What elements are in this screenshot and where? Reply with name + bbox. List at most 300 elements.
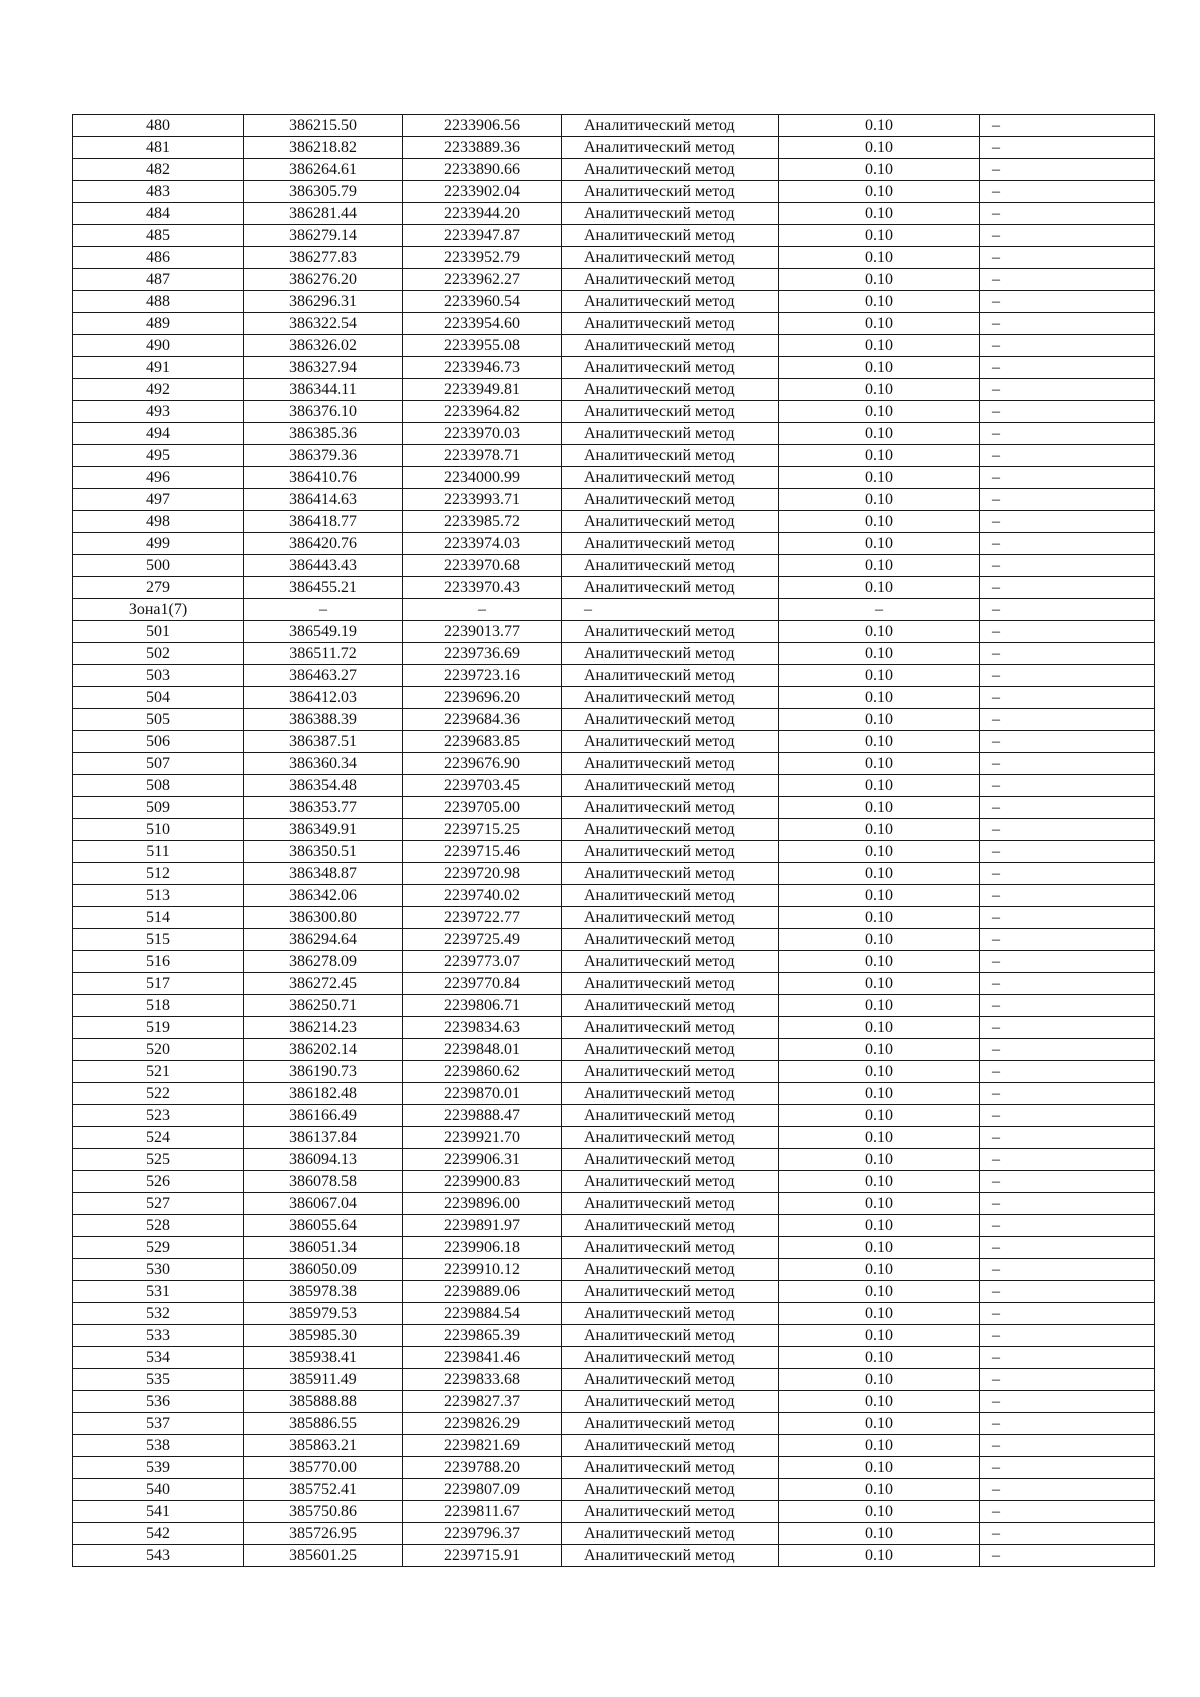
note-cell: –: [980, 1325, 1155, 1347]
accuracy-cell: 0.10: [779, 115, 980, 137]
note-cell: –: [980, 665, 1155, 687]
table-row: [73, 511, 1155, 533]
method-cell: Аналитический метод: [562, 1325, 779, 1347]
accuracy-cell: 0.10: [779, 225, 980, 247]
point-number-cell: 508: [73, 775, 244, 797]
y-coordinate-cell: 2239811.67: [403, 1501, 562, 1523]
method-cell: Аналитический метод: [562, 643, 779, 665]
y-coordinate-cell: 2239725.49: [403, 929, 562, 951]
point-number-cell: 536: [73, 1391, 244, 1413]
point-number-cell: 540: [73, 1479, 244, 1501]
y-coordinate-cell: 2239833.68: [403, 1369, 562, 1391]
table-row: [73, 599, 1155, 621]
table-row: [73, 555, 1155, 577]
method-cell: Аналитический метод: [562, 357, 779, 379]
y-coordinate-cell: 2233890.66: [403, 159, 562, 181]
accuracy-cell: 0.10: [779, 401, 980, 423]
accuracy-cell: 0.10: [779, 1215, 980, 1237]
note-cell: –: [980, 533, 1155, 555]
point-number-cell: 498: [73, 511, 244, 533]
y-coordinate-cell: 2233902.04: [403, 181, 562, 203]
y-coordinate-cell: 2239900.83: [403, 1171, 562, 1193]
accuracy-cell: 0.10: [779, 995, 980, 1017]
accuracy-cell: 0.10: [779, 1259, 980, 1281]
y-coordinate-cell: 2239773.07: [403, 951, 562, 973]
point-number-cell: 505: [73, 709, 244, 731]
method-cell: Аналитический метод: [562, 445, 779, 467]
table-row: [73, 313, 1155, 335]
y-coordinate-cell: 2233949.81: [403, 379, 562, 401]
x-coordinate-cell: 386300.80: [244, 907, 403, 929]
x-coordinate-cell: 386215.50: [244, 115, 403, 137]
table-row: [73, 731, 1155, 753]
y-coordinate-cell: 2239896.00: [403, 1193, 562, 1215]
method-cell: Аналитический метод: [562, 533, 779, 555]
method-cell: Аналитический метод: [562, 401, 779, 423]
table-row: [73, 445, 1155, 467]
point-number-cell: 515: [73, 929, 244, 951]
method-cell: Аналитический метод: [562, 1545, 779, 1567]
x-coordinate-cell: 386278.09: [244, 951, 403, 973]
method-cell: Аналитический метод: [562, 225, 779, 247]
y-coordinate-cell: 2233954.60: [403, 313, 562, 335]
note-cell: –: [980, 1545, 1155, 1567]
accuracy-cell: 0.10: [779, 1457, 980, 1479]
x-coordinate-cell: 386214.23: [244, 1017, 403, 1039]
table-row: [73, 1325, 1155, 1347]
note-cell: –: [980, 599, 1155, 621]
method-cell: Аналитический метод: [562, 841, 779, 863]
method-cell: Аналитический метод: [562, 753, 779, 775]
accuracy-cell: 0.10: [779, 1083, 980, 1105]
note-cell: –: [980, 753, 1155, 775]
note-cell: –: [980, 1105, 1155, 1127]
accuracy-cell: 0.10: [779, 1039, 980, 1061]
x-coordinate-cell: 386190.73: [244, 1061, 403, 1083]
note-cell: –: [980, 951, 1155, 973]
note-cell: –: [980, 489, 1155, 511]
point-number-cell: 487: [73, 269, 244, 291]
note-cell: –: [980, 1083, 1155, 1105]
method-cell: Аналитический метод: [562, 379, 779, 401]
method-cell: –: [562, 599, 779, 621]
y-coordinate-cell: 2239889.06: [403, 1281, 562, 1303]
y-coordinate-cell: 2239684.36: [403, 709, 562, 731]
accuracy-cell: –: [779, 599, 980, 621]
method-cell: Аналитический метод: [562, 423, 779, 445]
note-cell: –: [980, 863, 1155, 885]
accuracy-cell: 0.10: [779, 1501, 980, 1523]
note-cell: –: [980, 1017, 1155, 1039]
point-number-cell: 537: [73, 1413, 244, 1435]
x-coordinate-cell: 386414.63: [244, 489, 403, 511]
note-cell: –: [980, 269, 1155, 291]
x-coordinate-cell: 385770.00: [244, 1457, 403, 1479]
y-coordinate-cell: 2233993.71: [403, 489, 562, 511]
table-row: [73, 1237, 1155, 1259]
y-coordinate-cell: 2239834.63: [403, 1017, 562, 1039]
x-coordinate-cell: 386296.31: [244, 291, 403, 313]
point-number-cell: 497: [73, 489, 244, 511]
method-cell: Аналитический метод: [562, 885, 779, 907]
x-coordinate-cell: 385978.38: [244, 1281, 403, 1303]
x-coordinate-cell: 386166.49: [244, 1105, 403, 1127]
y-coordinate-cell: 2239703.45: [403, 775, 562, 797]
point-number-cell: 543: [73, 1545, 244, 1567]
method-cell: Аналитический метод: [562, 247, 779, 269]
method-cell: Аналитический метод: [562, 1479, 779, 1501]
x-coordinate-cell: 386342.06: [244, 885, 403, 907]
table-row: [73, 1457, 1155, 1479]
table-row: [73, 247, 1155, 269]
point-number-cell: 539: [73, 1457, 244, 1479]
x-coordinate-cell: 386137.84: [244, 1127, 403, 1149]
note-cell: –: [980, 467, 1155, 489]
y-coordinate-cell: 2233960.54: [403, 291, 562, 313]
y-coordinate-cell: 2239736.69: [403, 643, 562, 665]
method-cell: Аналитический метод: [562, 621, 779, 643]
note-cell: –: [980, 1127, 1155, 1149]
accuracy-cell: 0.10: [779, 1193, 980, 1215]
method-cell: Аналитический метод: [562, 115, 779, 137]
table-row: [73, 1303, 1155, 1325]
accuracy-cell: 0.10: [779, 797, 980, 819]
x-coordinate-cell: 386264.61: [244, 159, 403, 181]
x-coordinate-cell: 386182.48: [244, 1083, 403, 1105]
table-row: [73, 1479, 1155, 1501]
method-cell: Аналитический метод: [562, 731, 779, 753]
table-row: [73, 489, 1155, 511]
method-cell: Аналитический метод: [562, 1237, 779, 1259]
accuracy-cell: 0.10: [779, 731, 980, 753]
method-cell: Аналитический метод: [562, 929, 779, 951]
y-coordinate-cell: 2239788.20: [403, 1457, 562, 1479]
note-cell: –: [980, 555, 1155, 577]
point-number-cell: 513: [73, 885, 244, 907]
table-row: [73, 577, 1155, 599]
x-coordinate-cell: 386418.77: [244, 511, 403, 533]
note-cell: –: [980, 973, 1155, 995]
point-number-cell: 496: [73, 467, 244, 489]
y-coordinate-cell: 2233978.71: [403, 445, 562, 467]
y-coordinate-cell: 2239723.16: [403, 665, 562, 687]
y-coordinate-cell: 2233970.68: [403, 555, 562, 577]
table-row: [73, 357, 1155, 379]
y-coordinate-cell: 2239796.37: [403, 1523, 562, 1545]
x-coordinate-cell: 386050.09: [244, 1259, 403, 1281]
table-row: [73, 1391, 1155, 1413]
method-cell: Аналитический метод: [562, 973, 779, 995]
note-cell: –: [980, 1523, 1155, 1545]
x-coordinate-cell: 385979.53: [244, 1303, 403, 1325]
note-cell: –: [980, 1369, 1155, 1391]
accuracy-cell: 0.10: [779, 1347, 980, 1369]
method-cell: Аналитический метод: [562, 291, 779, 313]
note-cell: –: [980, 731, 1155, 753]
method-cell: Аналитический метод: [562, 687, 779, 709]
note-cell: –: [980, 907, 1155, 929]
note-cell: –: [980, 621, 1155, 643]
y-coordinate-cell: 2239888.47: [403, 1105, 562, 1127]
y-coordinate-cell: 2233944.20: [403, 203, 562, 225]
method-cell: Аналитический метод: [562, 951, 779, 973]
accuracy-cell: 0.10: [779, 1017, 980, 1039]
accuracy-cell: 0.10: [779, 1171, 980, 1193]
table-row: [73, 775, 1155, 797]
point-number-cell: 528: [73, 1215, 244, 1237]
point-number-cell: 506: [73, 731, 244, 753]
accuracy-cell: 0.10: [779, 489, 980, 511]
table-row: [73, 335, 1155, 357]
table-row: [73, 291, 1155, 313]
accuracy-cell: 0.10: [779, 203, 980, 225]
point-number-cell: 493: [73, 401, 244, 423]
note-cell: –: [980, 775, 1155, 797]
method-cell: Аналитический метод: [562, 1259, 779, 1281]
accuracy-cell: 0.10: [779, 1479, 980, 1501]
point-number-cell: 509: [73, 797, 244, 819]
note-cell: –: [980, 1149, 1155, 1171]
y-coordinate-cell: 2239827.37: [403, 1391, 562, 1413]
table-row: [73, 1369, 1155, 1391]
point-number-cell: Зона1(7): [73, 599, 244, 621]
point-number-cell: 488: [73, 291, 244, 313]
table-row: [73, 1171, 1155, 1193]
y-coordinate-cell: 2233955.08: [403, 335, 562, 357]
table-row: [73, 995, 1155, 1017]
table-row: [73, 1413, 1155, 1435]
x-coordinate-cell: 386354.48: [244, 775, 403, 797]
table-row: [73, 115, 1155, 137]
method-cell: Аналитический метод: [562, 555, 779, 577]
method-cell: Аналитический метод: [562, 1149, 779, 1171]
x-coordinate-cell: 386078.58: [244, 1171, 403, 1193]
x-coordinate-cell: 385752.41: [244, 1479, 403, 1501]
x-coordinate-cell: –: [244, 599, 403, 621]
note-cell: –: [980, 709, 1155, 731]
point-number-cell: 500: [73, 555, 244, 577]
table-row: [73, 907, 1155, 929]
accuracy-cell: 0.10: [779, 753, 980, 775]
method-cell: Аналитический метод: [562, 269, 779, 291]
accuracy-cell: 0.10: [779, 621, 980, 643]
note-cell: –: [980, 357, 1155, 379]
x-coordinate-cell: 386344.11: [244, 379, 403, 401]
note-cell: –: [980, 511, 1155, 533]
y-coordinate-cell: 2239910.12: [403, 1259, 562, 1281]
note-cell: –: [980, 115, 1155, 137]
y-coordinate-cell: 2239848.01: [403, 1039, 562, 1061]
accuracy-cell: 0.10: [779, 313, 980, 335]
accuracy-cell: 0.10: [779, 907, 980, 929]
note-cell: –: [980, 1281, 1155, 1303]
note-cell: –: [980, 1501, 1155, 1523]
accuracy-cell: 0.10: [779, 885, 980, 907]
y-coordinate-cell: 2239906.18: [403, 1237, 562, 1259]
x-coordinate-cell: 386410.76: [244, 467, 403, 489]
method-cell: Аналитический метод: [562, 665, 779, 687]
y-coordinate-cell: 2233970.03: [403, 423, 562, 445]
y-coordinate-cell: 2233970.43: [403, 577, 562, 599]
accuracy-cell: 0.10: [779, 1545, 980, 1567]
method-cell: Аналитический метод: [562, 181, 779, 203]
point-number-cell: 501: [73, 621, 244, 643]
accuracy-cell: 0.10: [779, 973, 980, 995]
x-coordinate-cell: 386388.39: [244, 709, 403, 731]
point-number-cell: 535: [73, 1369, 244, 1391]
x-coordinate-cell: 386276.20: [244, 269, 403, 291]
table-row: [73, 621, 1155, 643]
table-row: [73, 159, 1155, 181]
x-coordinate-cell: 385601.25: [244, 1545, 403, 1567]
accuracy-cell: 0.10: [779, 819, 980, 841]
table-row: [73, 797, 1155, 819]
accuracy-cell: 0.10: [779, 1325, 980, 1347]
note-cell: –: [980, 1347, 1155, 1369]
x-coordinate-cell: 386250.71: [244, 995, 403, 1017]
y-coordinate-cell: 2239720.98: [403, 863, 562, 885]
note-cell: –: [980, 313, 1155, 335]
x-coordinate-cell: 386281.44: [244, 203, 403, 225]
x-coordinate-cell: 386202.14: [244, 1039, 403, 1061]
table-row: [73, 1105, 1155, 1127]
table-row: [73, 687, 1155, 709]
x-coordinate-cell: 386353.77: [244, 797, 403, 819]
note-cell: –: [980, 687, 1155, 709]
note-cell: –: [980, 335, 1155, 357]
accuracy-cell: 0.10: [779, 775, 980, 797]
method-cell: Аналитический метод: [562, 797, 779, 819]
point-number-cell: 538: [73, 1435, 244, 1457]
point-number-cell: 542: [73, 1523, 244, 1545]
method-cell: Аналитический метод: [562, 511, 779, 533]
note-cell: –: [980, 1171, 1155, 1193]
method-cell: Аналитический метод: [562, 1457, 779, 1479]
note-cell: –: [980, 247, 1155, 269]
note-cell: –: [980, 929, 1155, 951]
accuracy-cell: 0.10: [779, 665, 980, 687]
table-row: [73, 929, 1155, 951]
table-row: [73, 533, 1155, 555]
x-coordinate-cell: 385938.41: [244, 1347, 403, 1369]
point-number-cell: 279: [73, 577, 244, 599]
table-row: [73, 1017, 1155, 1039]
table-row: [73, 1083, 1155, 1105]
note-cell: –: [980, 995, 1155, 1017]
method-cell: Аналитический метод: [562, 467, 779, 489]
point-number-cell: 486: [73, 247, 244, 269]
accuracy-cell: 0.10: [779, 467, 980, 489]
method-cell: Аналитический метод: [562, 1083, 779, 1105]
method-cell: Аналитический метод: [562, 1413, 779, 1435]
y-coordinate-cell: 2239722.77: [403, 907, 562, 929]
point-number-cell: 521: [73, 1061, 244, 1083]
accuracy-cell: 0.10: [779, 357, 980, 379]
method-cell: Аналитический метод: [562, 1303, 779, 1325]
method-cell: Аналитический метод: [562, 577, 779, 599]
table-row: [73, 973, 1155, 995]
point-number-cell: 532: [73, 1303, 244, 1325]
y-coordinate-cell: 2239740.02: [403, 885, 562, 907]
x-coordinate-cell: 386322.54: [244, 313, 403, 335]
note-cell: –: [980, 1039, 1155, 1061]
point-number-cell: 511: [73, 841, 244, 863]
x-coordinate-cell: 386463.27: [244, 665, 403, 687]
method-cell: Аналитический метод: [562, 1369, 779, 1391]
table-row: [73, 1149, 1155, 1171]
note-cell: –: [980, 159, 1155, 181]
x-coordinate-cell: 386455.21: [244, 577, 403, 599]
table-row: [73, 1061, 1155, 1083]
table-row: [73, 467, 1155, 489]
y-coordinate-cell: 2239821.69: [403, 1435, 562, 1457]
note-cell: –: [980, 797, 1155, 819]
point-number-cell: 491: [73, 357, 244, 379]
accuracy-cell: 0.10: [779, 137, 980, 159]
point-number-cell: 526: [73, 1171, 244, 1193]
method-cell: Аналитический метод: [562, 137, 779, 159]
table-row: [73, 863, 1155, 885]
table-row: [73, 137, 1155, 159]
x-coordinate-cell: 386549.19: [244, 621, 403, 643]
table-row: [73, 643, 1155, 665]
accuracy-cell: 0.10: [779, 423, 980, 445]
y-coordinate-cell: 2234000.99: [403, 467, 562, 489]
accuracy-cell: 0.10: [779, 1281, 980, 1303]
method-cell: Аналитический метод: [562, 1435, 779, 1457]
y-coordinate-cell: 2239865.39: [403, 1325, 562, 1347]
accuracy-cell: 0.10: [779, 1061, 980, 1083]
method-cell: Аналитический метод: [562, 313, 779, 335]
x-coordinate-cell: 386218.82: [244, 137, 403, 159]
coordinates-table: [72, 114, 1155, 1567]
point-number-cell: 482: [73, 159, 244, 181]
method-cell: Аналитический метод: [562, 1281, 779, 1303]
accuracy-cell: 0.10: [779, 1435, 980, 1457]
point-number-cell: 519: [73, 1017, 244, 1039]
note-cell: –: [980, 885, 1155, 907]
note-cell: –: [980, 1215, 1155, 1237]
method-cell: Аналитический метод: [562, 1171, 779, 1193]
table-row: [73, 885, 1155, 907]
point-number-cell: 503: [73, 665, 244, 687]
note-cell: –: [980, 1259, 1155, 1281]
point-number-cell: 541: [73, 1501, 244, 1523]
x-coordinate-cell: 386326.02: [244, 335, 403, 357]
table-row: [73, 819, 1155, 841]
y-coordinate-cell: 2239705.00: [403, 797, 562, 819]
note-cell: –: [980, 1435, 1155, 1457]
y-coordinate-cell: 2233964.82: [403, 401, 562, 423]
x-coordinate-cell: 385888.88: [244, 1391, 403, 1413]
method-cell: Аналитический метод: [562, 709, 779, 731]
point-number-cell: 516: [73, 951, 244, 973]
point-number-cell: 529: [73, 1237, 244, 1259]
x-coordinate-cell: 386387.51: [244, 731, 403, 753]
table-row: [73, 1545, 1155, 1567]
note-cell: –: [980, 577, 1155, 599]
accuracy-cell: 0.10: [779, 1105, 980, 1127]
note-cell: –: [980, 379, 1155, 401]
note-cell: –: [980, 1479, 1155, 1501]
y-coordinate-cell: 2239906.31: [403, 1149, 562, 1171]
y-coordinate-cell: 2239696.20: [403, 687, 562, 709]
accuracy-cell: 0.10: [779, 687, 980, 709]
point-number-cell: 512: [73, 863, 244, 885]
accuracy-cell: 0.10: [779, 1149, 980, 1171]
x-coordinate-cell: 386385.36: [244, 423, 403, 445]
table-row: [73, 841, 1155, 863]
